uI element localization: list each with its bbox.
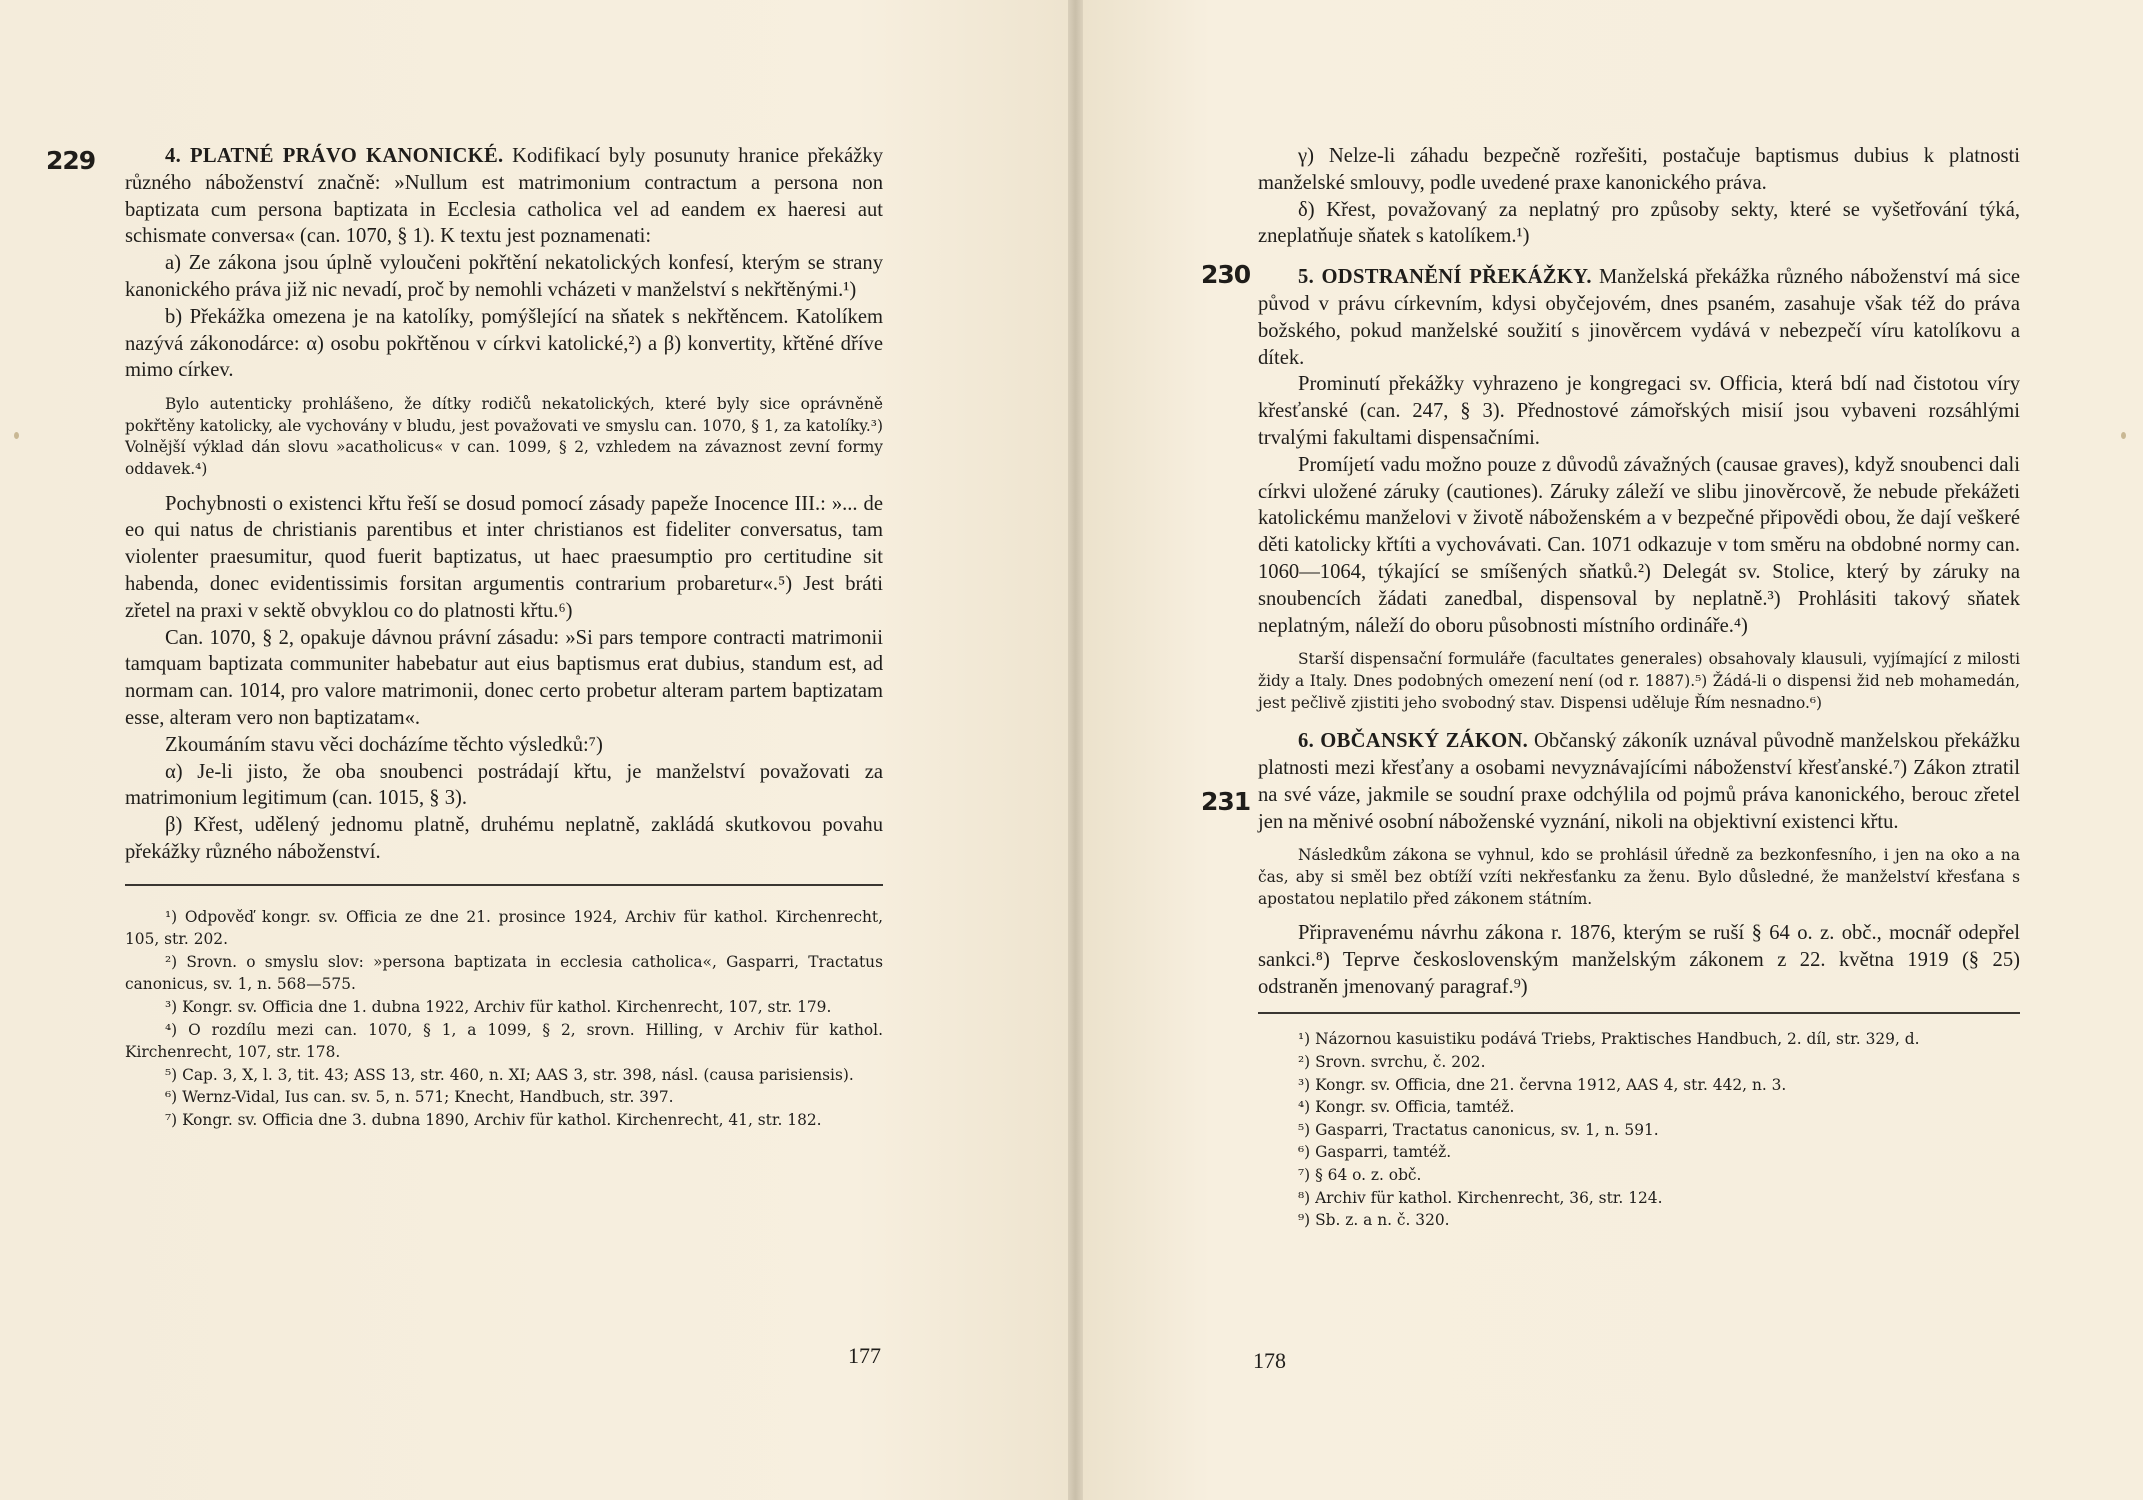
paragraph-text: Manželská překážka různého náboženství má sice původ v právu církevním, kdysi obyčejovém, dnes psaném, zasahuje však též do práva božského, pokud manželské soužití s jinověrcem vydává v nebezpečí víru katolíkovu a dítek. xyxy=(1258,266,2020,369)
footnote: ⁵) Cap. 3, X, l. 3, tit. 43; ASS 13, str. 460, n. XI; AAS 3, str. 398, násl. (causa parisiensis). xyxy=(165,1065,854,1084)
paragraph xyxy=(125,143,883,250)
paragraph: Prominutí překážky vyhrazeno je kongregaci sv. Officia, která bdí nad čistotou víry křesťanské (can. 247, § 3). Přednostové zámořských misií jsou vybaveni rozsáhlými trvalými fakultami dispensačními. xyxy=(1258,373,2020,449)
paragraph xyxy=(1258,264,2020,371)
right-page xyxy=(1083,0,2143,1500)
section-heading: 4. PLATNÉ PRÁVO KANONICKÉ. xyxy=(165,145,504,167)
footnote: ¹) Odpověď kongr. sv. Officia ze dne 21. prosince 1924, Archiv für kathol. Kirchenrecht, 105, str. 202. xyxy=(125,907,883,949)
paragraph: δ) Křest, považovaný za neplatný pro způsoby sekty, které se vyšetřování týká, zneplatňuje sňatek s katolíkem.¹) xyxy=(1258,198,2020,248)
footnote-divider xyxy=(1258,1012,2020,1014)
small-print-paragraph: Starší dispensační formuláře (facultates generales) obsahovaly klausuli, vyjímající z milosti židy a Italy. Dnes podobných omezení není (od r. 1887).⁵) Žádá-li o dispensi žid neb mohamedán, jest pečlivě zjistiti jeho svobodný stav. Dispensi uděluje Řím nesnadno.⁶) xyxy=(1258,650,2020,712)
page-speck xyxy=(2121,432,2126,439)
section-heading: 6. OBČANSKÝ ZÁKON. xyxy=(1298,730,1529,753)
footnotes xyxy=(125,906,883,1132)
page-number: 177 xyxy=(848,1343,881,1368)
footnote: ⁹) Sb. z. a n. č. 320. xyxy=(1298,1211,1450,1230)
left-text-column xyxy=(125,143,883,1132)
paragraph: Can. 1070, § 2, opakuje dávnou právní zásadu: »Si pars tempore contracti matrimonii tamquam baptizata communiter habebatur aut eius baptismus erat dubius, standum est, ad normam can. 1014, pro valore matrimonii, donec certo probetur alteram partem baptizatam esse, alteram vero non baptizatam«. xyxy=(125,626,883,729)
footnote: ³) Kongr. sv. Officia, dne 21. června 1912, AAS 4, str. 442, n. 3. xyxy=(1298,1075,1787,1094)
paragraph: Promíjetí vadu možno pouze z důvodů závažných (causae graves), když snoubenci dali církvi uložené záruky (cautiones). Záruky záleží ve slibu jinověrcově, že nebude překážeti katolickému manželovi v životě náboženském a v bezpečné připovědi obou, že dají veškeré děti katolicky křtíti a vychovávati. Can. 1071 odkazuje v tom směru na obdobné normy can. 1060—1064, týkající se smíšených sňatků.²) Delegát sv. Stolice, který by záruky na snoubencích žádati zanedbal, dispensoval by neplatně.³) Prohlásiti takový sňatek neplatným, náleží do oboru působnosti místního ordináře.⁴) xyxy=(1258,453,2020,637)
paragraph: α) Je-li jisto, že oba snoubenci postrádají křtu, je manželství považovati za matrimonium legitimum (can. 1015, § 3). xyxy=(125,760,883,810)
page-speck xyxy=(14,432,19,439)
page-number: 178 xyxy=(1253,1348,1286,1373)
paragraph: Připravenému návrhu zákona r. 1876, kterým se ruší § 64 o. z. obč., mocnář odepřel sankci.⁸) Teprve československým manželským zákonem z 22. května 1919 (§ 25) odstraněn jmenovaný paragraf.⁹) xyxy=(1258,922,2020,998)
paragraph-text: Kodifikací byly posunuty hranice překážky různého náboženství značně: »Nullum est matrimonium contractum a persona non baptizata cum persona baptizata in Ecclesia catholica vel ad eandem ex haeresi aut schismate conversa« (can. 1070, § 1). K textu jest poznamenati: xyxy=(125,145,883,248)
footnote: ¹) Názornou kasuistiku podává Triebs, Praktisches Handbuch, 2. díl, str. 329, d. xyxy=(1298,1030,1920,1049)
left-page xyxy=(0,0,1068,1500)
paragraph: γ) Nelze-li záhadu bezpečně rozřešiti, postačuje baptismus dubius k platnosti manželské smlouvy, podle uvedené praxe kanonického práva. xyxy=(1258,145,2020,194)
paragraph: Zkoumáním stavu věci docházíme těchto výsledků:⁷) xyxy=(165,733,603,756)
small-print-paragraph: Následkům zákona se vyhnul, kdo se prohlásil úředně za bezkonfesního, i jen na oko a na čas, aby si směl bez obtíží vzíti nekřesťanku za ženu. Bylo důsledné, že manželství křesťana s apostatou neplatilo před zákonem státním. xyxy=(1258,846,2020,908)
paragraph-text: Občanský zákoník uznával původně manželskou překážku platnosti mezi křesťany a osobami nevyznávajícími náboženství křesťanské.⁷) Zákon ztratil na své váze, jakmile se soudní praxe odchýlila od pojmů práva kanonického, berouc zřetel jen na měnivé osobní náboženské vyznání, nikoli na objektivní existenci křtu. xyxy=(1258,730,2021,833)
footnote: ⁶) Wernz-Vidal, Ius can. sv. 5, n. 571; Knecht, Handbuch, str. 397. xyxy=(165,1088,674,1107)
footnote: ⁸) Archiv für kathol. Kirchenrecht, 36, str. 124. xyxy=(1298,1188,1663,1207)
paragraph: Pochybnosti o existenci křtu řeší se dosud pomocí zásady papeže Inocence III.: »... de eo qui natus de christianis parentibus et inter christianos est fideliter conversatus, tam violenter praesumitur, quod fuerit baptizatus, ut haec praesumptio pro certitudine sit habenda, donec evidentissimis forsitan argumentis contrarium probaretur«.⁵) Jest bráti zřetel na praxi v sektě obvyklou co do platnosti křtu.⁶) xyxy=(125,492,883,622)
footnote-divider xyxy=(125,884,883,886)
footnote: ³) Kongr. sv. Officia dne 1. dubna 1922, Archiv für kathol. Kirchenrecht, 107, str. 179. xyxy=(165,998,832,1017)
section-heading: 5. ODSTRANĚNÍ PŘEKÁŽKY. xyxy=(1298,266,1592,289)
small-print-paragraph: Bylo autenticky prohlášeno, že dítky rodičů nekatolických, které byly sice oprávněně pokřtěny katolicky, ale vychovány v bludu, jest považovati ve smyslu can. 1070, § 1, za katolíky.³) Volnější výklad dán slovu »acatholicus« v can. 1099, § 2, vzhledem na závaznost zevní formy oddavek.⁴) xyxy=(125,395,883,478)
footnote: ⁴) O rozdílu mezi can. 1070, § 1, a 1099, § 2, srovn. Hilling, v Archiv für kathol. Kirchenrecht, 107, str. 178. xyxy=(125,1020,883,1062)
paragraph: b) Překážka omezena je na katolíky, pomýšlející na sňatek s nekřtěncem. Katolíkem nazývá zákonodárce: α) osobu pokřtěnou v církvi katolické,²) a β) konvertity, křtěné dříve mimo církev. xyxy=(125,305,883,382)
footnotes xyxy=(1258,1028,2020,1231)
section-number-230: 230 xyxy=(1201,260,1251,289)
footnote: ²) Srovn. o smyslu slov: »persona baptizata in ecclesia catholica«, Gasparri, Tractatus canonicus, sv. 1, n. 568—575. xyxy=(125,952,883,994)
section-number-231: 231 xyxy=(1201,787,1251,816)
footnote: ⁴) Kongr. sv. Officia, tamtéž. xyxy=(1298,1098,1515,1117)
footnote: ⁷) Kongr. sv. Officia dne 3. dubna 1890, Archiv für kathol. Kirchenrecht, 41, str. 182. xyxy=(165,1111,822,1130)
paragraph: a) Ze zákona jsou úplně vyloučeni pokřtění nekatolických konfesí, kterým se strany kanonického práva již nic nevadí, proč by nemohli vcházeti v manželství s nekřtěnými.¹) xyxy=(125,252,883,301)
footnote: ²) Srovn. svrchu, č. 202. xyxy=(1298,1053,1486,1072)
book-gutter xyxy=(1068,0,1083,1500)
footnote: ⁶) Gasparri, tamtéž. xyxy=(1298,1143,1452,1162)
section-number-229: 229 xyxy=(46,146,96,175)
right-text-column xyxy=(1258,143,2020,1232)
paragraph xyxy=(1258,728,2020,835)
paragraph: β) Křest, udělený jednomu platně, druhému neplatně, zakládá skutkovou povahu překážky různého náboženství. xyxy=(125,814,883,863)
footnote: ⁵) Gasparri, Tractatus canonicus, sv. 1, n. 591. xyxy=(1298,1120,1659,1139)
footnote: ⁷) § 64 o. z. obč. xyxy=(1298,1166,1422,1185)
